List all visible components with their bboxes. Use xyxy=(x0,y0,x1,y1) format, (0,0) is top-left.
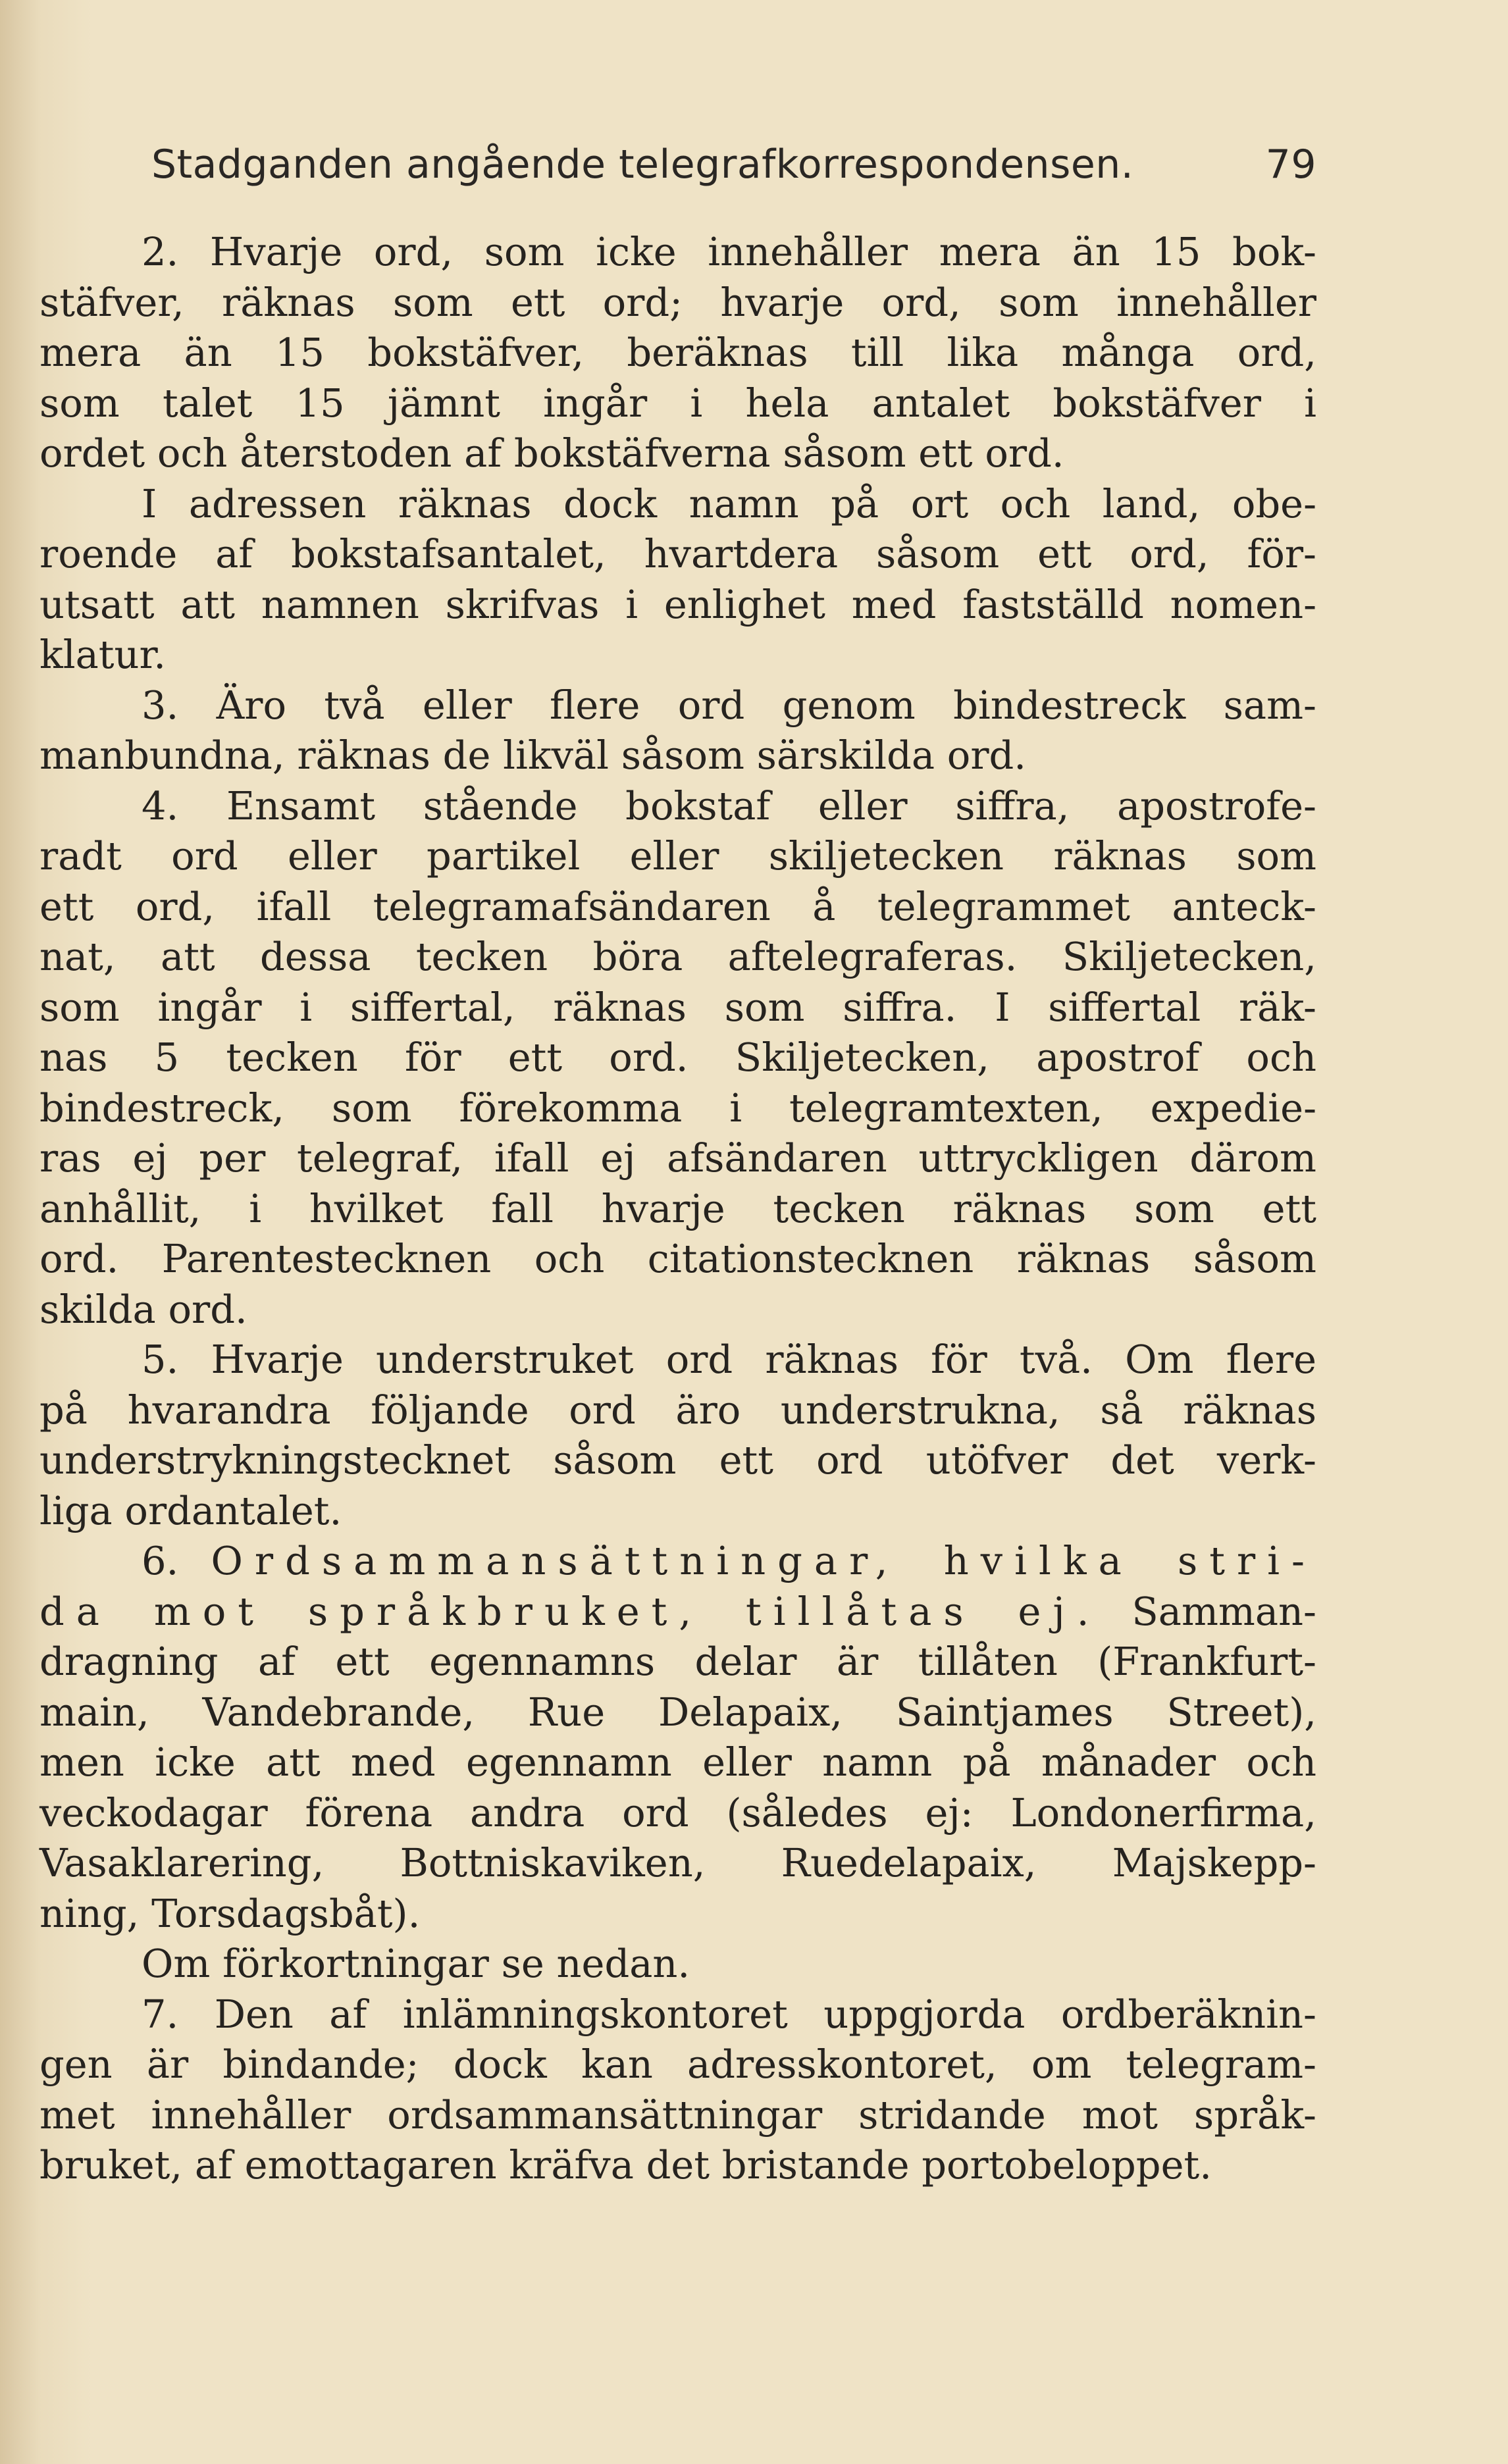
text-line: gen är bindande; dock kan adresskontoret, om telegram- xyxy=(39,2041,1316,2087)
text-line: ras ej per telegraf, ifall ej afsändaren uttryckligen därom xyxy=(39,1135,1316,1181)
paragraph-6-number: 6. xyxy=(142,1538,179,1583)
text-line: 5. Hvarje understruket ord räknas för två. Om flere xyxy=(142,1337,1316,1382)
body-text xyxy=(39,227,1316,2191)
text-fragment: Samman- xyxy=(1131,1588,1316,1634)
spaced-emphasis: da mot språkbruket, tillåtas ej. xyxy=(39,1588,1101,1634)
text-line: radt ord eller partikel eller skiljetecken räknas som xyxy=(39,833,1316,879)
text-line: stäfver, räknas som ett ord; hvarje ord, som innehåller xyxy=(39,279,1316,325)
text-line: på hvarandra följande ord äro understrukna, så räknas xyxy=(39,1387,1316,1433)
text-line: utsatt att namnen skrifvas i enlighet med fastställd nomen- xyxy=(39,581,1316,627)
text-line: 2. Hvarje ord, som icke innehåller mera än 15 bok- xyxy=(142,229,1316,274)
text-line: 3. Äro två eller flere ord genom bindestreck sam- xyxy=(142,682,1316,728)
text-line: roende af bokstafsantalet, hvartdera såsom ett ord, för- xyxy=(39,531,1316,577)
text-line: mera än 15 bokstäfver, beräknas till lika många ord, xyxy=(39,330,1316,375)
text-line: Om förkortningar se nedan. xyxy=(142,1941,690,1986)
text-line: main, Vandebrande, Rue Delapaix, Saintjames Street), xyxy=(39,1689,1316,1735)
text-line: nas 5 tecken för ett ord. Skiljetecken, apostrof och xyxy=(39,1035,1316,1080)
text-line: veckodagar förena andra ord (således ej: Londonerfirma, xyxy=(39,1789,1316,1835)
text-line: bruket, af emottagaren kräfva det bristande portobeloppet. xyxy=(39,2142,1212,2188)
text-line: ordet och återstoden af bokstäfverna såsom ett ord. xyxy=(39,430,1064,476)
text-line: ning, Torsdagsbåt). xyxy=(39,1890,421,1936)
text-line: understrykningstecknet såsom ett ord utöfver det verk- xyxy=(39,1437,1316,1483)
text-line: anhållit, i hvilket fall hvarje tecken räknas som ett xyxy=(39,1185,1316,1231)
text-line: manbundna, räknas de likväl såsom särskilda ord. xyxy=(39,732,1027,778)
text-line: skilda ord. xyxy=(39,1286,247,1332)
text-line: I adressen räknas dock namn på ort och land, obe- xyxy=(142,480,1316,526)
text-line: 4. Ensamt stående bokstaf eller siffra, apostrofe- xyxy=(142,783,1316,829)
text-line: met innehåller ordsammansättningar stridande mot språk- xyxy=(39,2092,1316,2138)
text-line: som talet 15 jämnt ingår i hela antalet bokstäfver i xyxy=(39,380,1316,426)
paragraph-6-line-2 xyxy=(39,1587,1316,1637)
spaced-emphasis: Ordsammansättningar, hvilka stri- xyxy=(211,1538,1316,1583)
text-line: 7. Den af inlämningskontoret uppgjorda ordberäknin- xyxy=(142,1991,1316,2037)
page-number: 79 xyxy=(1265,141,1316,188)
header-title: Stadganden angående telegrafkorrespondensen. xyxy=(151,141,1134,188)
text-line: nat, att dessa tecken böra aftelegraferas. Skiljetecken, xyxy=(39,934,1316,979)
text-line: ett ord, ifall telegramafsändaren å telegrammet anteck- xyxy=(39,883,1316,929)
text-line: Vasaklarering, Bottniskaviken, Ruedelapaix, Majskepp- xyxy=(39,1840,1316,1886)
text-line: liga ordantalet. xyxy=(39,1487,342,1533)
text-line: men icke att med egennamn eller namn på månader och xyxy=(39,1739,1316,1785)
text-line: som ingår i siffertal, räknas som siffra. I siffertal räk- xyxy=(39,984,1316,1030)
text-line: ord. Parentestecknen och citationstecknen räknas såsom xyxy=(39,1236,1316,1281)
running-header xyxy=(151,141,1316,188)
text-line: klatur. xyxy=(39,632,166,677)
text-line: dragning af ett egennamns delar är tillåten (Frankfurt- xyxy=(39,1639,1316,1684)
paragraph-6-line-1 xyxy=(39,1536,1316,1587)
text-line: bindestreck, som förekomma i telegramtexten, expedie- xyxy=(39,1085,1316,1131)
